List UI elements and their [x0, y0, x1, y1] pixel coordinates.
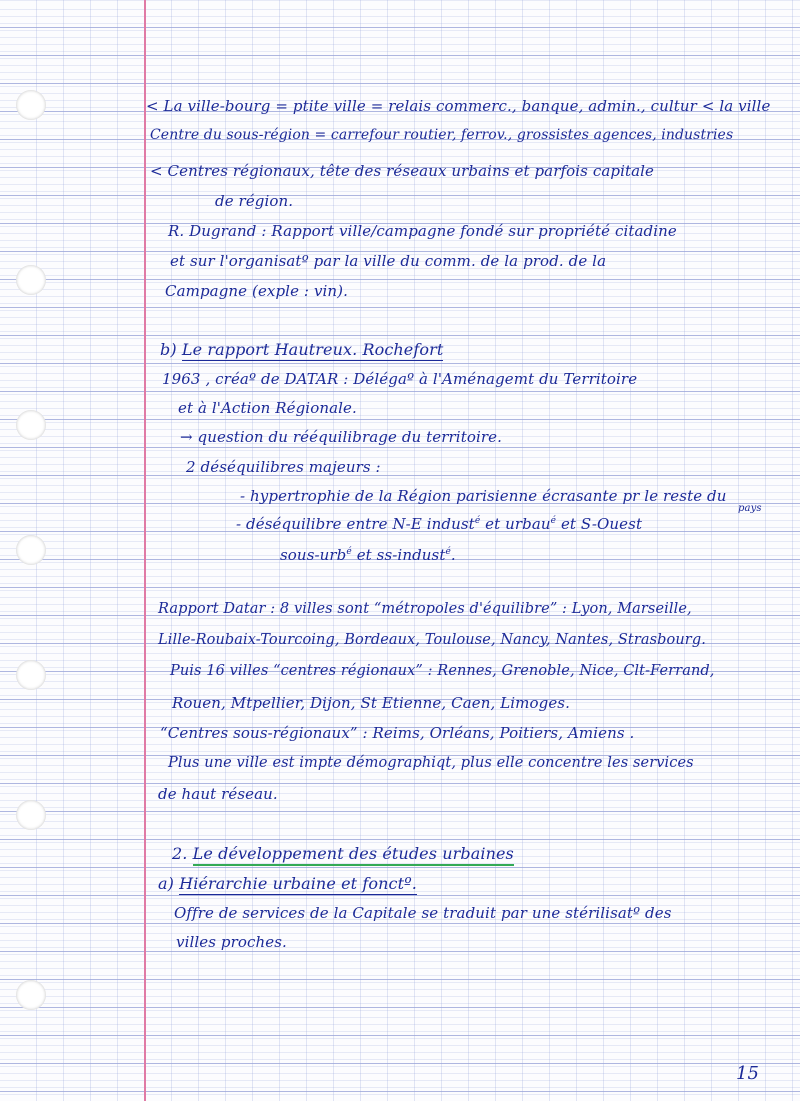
note-line: Offre de services de la Capitale se traduit par une stérilisatº des	[174, 904, 672, 922]
note-annotation: pays	[738, 503, 762, 514]
note-line: de haut réseau.	[158, 785, 278, 803]
note-line: Plus une ville est impte démographiqt, plus elle concentre les services	[168, 755, 694, 771]
note-line: - hypertrophie de la Région parisienne écrasante pr le reste du	[240, 487, 727, 505]
section-heading-b: b) Le rapport Hautreux. Rochefort	[160, 340, 444, 359]
binder-hole	[16, 265, 46, 295]
note-line: de région.	[215, 192, 294, 210]
page-number: 15	[736, 1063, 759, 1084]
note-line: 2 déséquilibres majeurs :	[186, 458, 381, 476]
note-line: Rouen, Mtpellier, Dijon, St Etienne, Caen, Limoges.	[172, 694, 570, 712]
note-line: Puis 16 villes “centres régionaux” : Rennes, Grenoble, Nice, Clt-Ferrand,	[170, 663, 715, 679]
note-line: → question du rééquilibrage du territoire.	[180, 428, 502, 446]
binder-hole	[16, 660, 46, 690]
note-line: villes proches.	[176, 933, 287, 951]
margin-line	[144, 0, 146, 1101]
section-heading-a: a) Hiérarchie urbaine et fonctº.	[158, 874, 417, 893]
binder-hole	[16, 535, 46, 565]
note-line: et sur l'organisatº par la ville du comm. de la prod. de la	[170, 252, 607, 270]
note-line: 1963 , créaº de DATAR : Délégaº à l'Aménagemt du Territoire	[162, 370, 638, 388]
note-line: Campagne (exple : vin).	[165, 282, 349, 300]
section-heading-2: 2. Le développement des études urbaines	[172, 844, 514, 863]
note-line: < La ville-bourg = ptite ville = relais commerc., banque, admin., cultur < la ville	[146, 97, 771, 115]
binder-hole	[16, 410, 46, 440]
note-line: sous-urb$^é$ et ss-indust$^é$.	[280, 546, 456, 564]
note-line: Rapport Datar : 8 villes sont “métropoles d'équilibre” : Lyon, Marseille,	[158, 601, 692, 617]
binder-hole	[16, 90, 46, 120]
note-line: R. Dugrand : Rapport ville/campagne fondé sur propriété citadine	[168, 222, 677, 240]
note-line: Centre du sous-région = carrefour routier, ferrov., grossistes agences, industries	[150, 127, 734, 143]
binder-hole	[16, 800, 46, 830]
note-line: “Centres sous-régionaux” : Reims, Orléans, Poitiers, Amiens .	[160, 724, 635, 742]
note-line: Lille-Roubaix-Tourcoing, Bordeaux, Toulouse, Nancy, Nantes, Strasbourg.	[158, 632, 706, 648]
binder-hole	[16, 980, 46, 1010]
note-line: - déséquilibre entre N-E indust$^é$ et urbau$^é$ et S-Ouest	[236, 515, 643, 533]
note-line: et à l'Action Régionale.	[178, 399, 357, 417]
note-line: < Centres régionaux, tête des réseaux urbains et parfois capitale	[150, 162, 655, 180]
